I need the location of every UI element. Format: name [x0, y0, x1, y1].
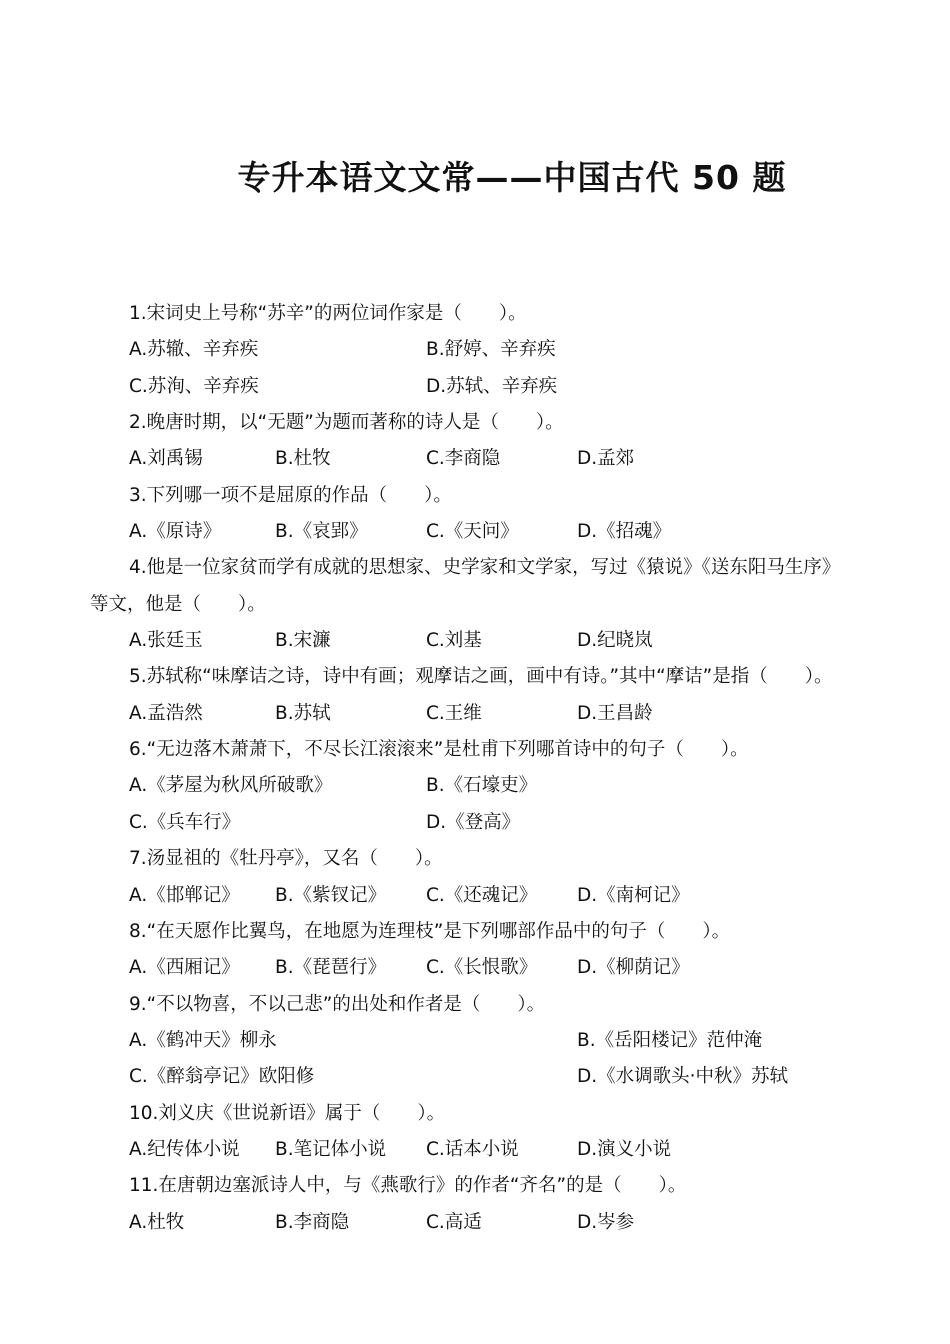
options-row [0, 950, 950, 986]
answer-option: D.《柳荫记》 [577, 957, 690, 979]
answer-option: C.《兵车行》 [129, 811, 241, 833]
question-stem: 10.刘义庆《世说新语》属于（ ）。 [129, 1102, 446, 1124]
answer-option: B.《石壕吏》 [426, 775, 538, 797]
question-stem: 11.在唐朝边塞派诗人中，与《燕歌行》的作者“齐名”的是（ ）。 [129, 1175, 687, 1197]
options-row [0, 623, 950, 659]
answer-option: A.纪传体小说 [129, 1138, 240, 1160]
answer-option: C.话本小说 [426, 1138, 519, 1160]
question-stem: 5.苏轼称“味摩诘之诗，诗中有画；观摩诘之画，画中有诗。”其中“摩诘”是指（ ）。 [129, 666, 833, 688]
answer-option: C.《长恨歌》 [426, 957, 538, 979]
answer-option: D.《登高》 [426, 811, 521, 833]
question-stem: 6.“无边落木萧萧下，不尽长江滚滚来”是杜甫下列哪首诗中的句子（ ）。 [129, 739, 749, 761]
question-list [0, 296, 950, 1241]
answer-option: A.刘禹锡 [129, 448, 203, 470]
answer-option: D.岑参 [577, 1211, 635, 1233]
answer-option: A.《鹤冲天》柳永 [129, 1029, 277, 1051]
answer-option: B.李商隐 [275, 1211, 350, 1233]
answer-option: B.宋濂 [275, 630, 331, 652]
answer-option: A.《西厢记》 [129, 957, 240, 979]
question-stem: 4.他是一位家贫而学有成就的思想家、史学家和文学家，写过《猿说》《送东阳马生序》 [129, 557, 841, 579]
question-stem: 8.“在天愿作比翼鸟，在地愿为连理枝”是下列哪部作品中的句子（ ）。 [129, 920, 731, 942]
question-stem: 3.下列哪一项不是屈原的作品（ ）。 [129, 484, 452, 506]
answer-option: B.《琵琶行》 [275, 957, 387, 979]
answer-option: D.《招魂》 [577, 521, 672, 543]
answer-option: A.张廷玉 [129, 630, 203, 652]
options-row [0, 768, 950, 804]
answer-option: C.刘基 [426, 630, 482, 652]
answer-option: B.《哀郢》 [275, 521, 368, 543]
answer-option: C.《天问》 [426, 521, 519, 543]
answer-option: B.《紫钗记》 [275, 884, 387, 906]
options-row [0, 332, 950, 368]
options-row [0, 514, 950, 550]
answer-option: A.苏辙、辛弃疾 [129, 339, 259, 361]
question-stem: 9.“不以物喜，不以己悲”的出处和作者是（ ）。 [129, 993, 546, 1015]
question-stem-continued: 等文，他是（ ）。 [90, 593, 266, 615]
answer-option: A.孟浩然 [129, 702, 203, 724]
answer-option: C.《醉翁亭记》欧阳修 [129, 1066, 315, 1088]
answer-option: B.笔记体小说 [275, 1138, 387, 1160]
answer-option: D.《水调歌头·中秋》苏轼 [577, 1066, 789, 1088]
answer-option: C.李商隐 [426, 448, 501, 470]
answer-option: A.《茅屋为秋风所破歌》 [129, 775, 333, 797]
answer-option: D.纪晓岚 [577, 630, 653, 652]
options-row [0, 1205, 950, 1241]
answer-option: D.演义小说 [577, 1138, 672, 1160]
question-stem: 2.晚唐时期，以“无题”为题而著称的诗人是（ ）。 [129, 412, 564, 434]
question-stem: 1.宋词史上号称“苏辛”的两位词作家是（ ）。 [129, 303, 527, 324]
answer-option: C.王维 [426, 702, 482, 724]
options-row [0, 696, 950, 732]
answer-option: B.舒婷、辛弃疾 [426, 339, 556, 361]
options-row [0, 1132, 950, 1168]
answer-option: A.杜牧 [129, 1211, 185, 1233]
answer-option: D.孟郊 [577, 448, 635, 470]
options-row [0, 1023, 950, 1059]
options-row [0, 369, 950, 405]
answer-option: A.《邯郸记》 [129, 884, 240, 906]
options-row [0, 441, 950, 477]
answer-option: A.《原诗》 [129, 521, 222, 543]
answer-option: B.苏轼 [275, 702, 331, 724]
options-row [0, 878, 950, 914]
question-stem: 7.汤显祖的《牡丹亭》，又名（ ）。 [129, 848, 443, 870]
page-title: 专升本语文文常——中国古代 50 题 [237, 158, 787, 197]
answer-option: B.《岳阳楼记》范仲淹 [577, 1029, 763, 1051]
options-row [0, 1059, 950, 1095]
answer-option: B.杜牧 [275, 448, 331, 470]
answer-option: D.《南柯记》 [577, 884, 690, 906]
answer-option: C.苏洵、辛弃疾 [129, 375, 259, 397]
answer-option: C.高适 [426, 1211, 482, 1233]
answer-option: D.王昌龄 [577, 702, 653, 724]
answer-option: D.苏轼、辛弃疾 [426, 375, 558, 397]
answer-option: C.《还魂记》 [426, 884, 538, 906]
options-row [0, 805, 950, 841]
